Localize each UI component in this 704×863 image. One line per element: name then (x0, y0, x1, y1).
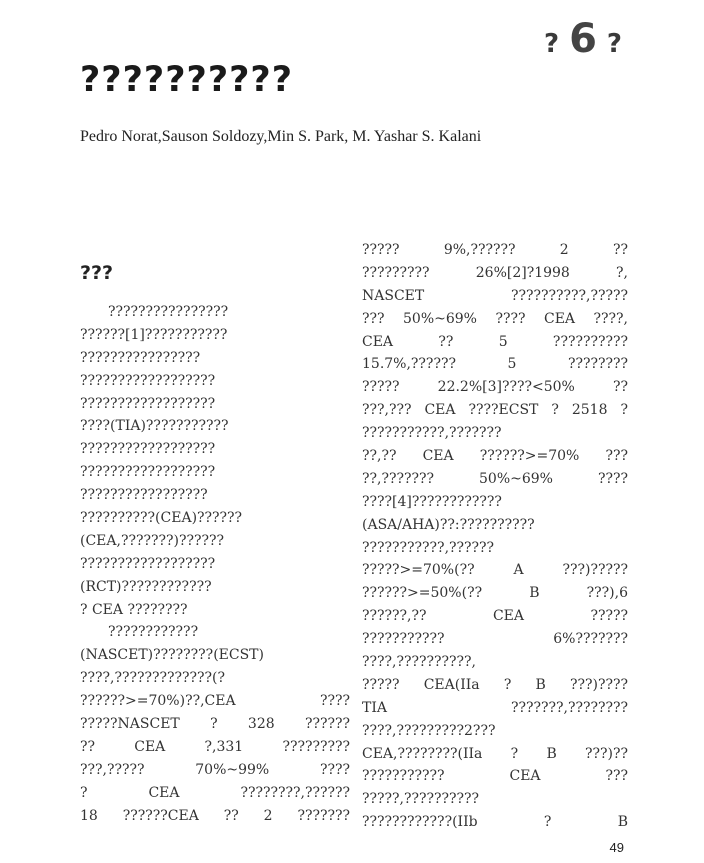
text-line: ????,?????????????(? (80, 670, 226, 687)
text-line: ????????? 26%[2]?1998 ?, (362, 264, 628, 281)
text-line: ???????????? (108, 624, 199, 641)
text-line: ???,????? 70%~99% ???? (80, 761, 350, 778)
text-line: ??????[1]??????????? (80, 326, 228, 343)
chapter-number: 6 (569, 16, 597, 62)
authors: Pedro Norat,Sauson Soldozy,Min S. Park, M. Yashar S. Kalani (80, 128, 482, 145)
text-line: ??,?? CEA ??????>=70% ??? (362, 448, 628, 465)
chapter-suffix: ? (606, 29, 622, 59)
page-number: 49 (609, 840, 624, 855)
text-line: (NASCET)????????(ECST) (80, 647, 264, 664)
text-line: ??? 50%~69% ???? CEA ????, (362, 310, 628, 327)
right-column (362, 239, 628, 834)
text-line: ??????????(CEA)?????? (80, 510, 243, 527)
text-line: ???????????????? (80, 349, 201, 366)
text-line: CEA,????????(IIa ? B ???)?? (362, 745, 628, 762)
text-line: ????,??????????, (362, 654, 476, 671)
text-line: TIA ???????,???????? (362, 699, 628, 716)
text-line: ?????????????????? (80, 395, 216, 412)
text-line: ????? 9%,?????? 2 ?? (362, 242, 628, 258)
text-line: NASCET ??????????,????? (362, 287, 628, 304)
text-line: ??????????? CEA ??? (362, 768, 628, 785)
text-line: ????????????????? (80, 487, 208, 504)
text-line: 15.7%,?????? 5 ???????? (362, 356, 628, 373)
text-line: ????????????(IIb ? B (362, 814, 628, 831)
chapter-prefix: ? (543, 29, 560, 59)
text-line: CEA ?? 5 ?????????? (362, 333, 628, 350)
text-line: ???????????,?????? (362, 539, 495, 556)
text-line: 18 ??????CEA ?? 2 ??????? (80, 807, 350, 824)
text-line: ?????????????????? (80, 441, 216, 458)
text-line: ?? CEA ?,331 ????????? (80, 738, 350, 755)
text-line: (RCT)???????????? (80, 578, 212, 595)
text-line: ??????>=50%(?? B ???),6 (362, 585, 628, 602)
chapter-label (544, 16, 622, 62)
text-line: (ASA/AHA)??:?????????? (362, 516, 535, 533)
text-line: (CEA,???????)?????? (80, 532, 224, 549)
text-line: ?????????????????? (80, 555, 216, 572)
section-heading: ??? (80, 262, 114, 284)
text-line: ???????????????? (108, 304, 229, 320)
text-line: ?????NASCET ? 328 ?????? (80, 716, 350, 733)
text-line: ?????????????????? (80, 464, 216, 481)
text-line: ????? 22.2%[3]????<50% ?? (362, 379, 628, 396)
text-line: ??????,?? CEA ????? (362, 608, 628, 625)
text-line: ????,?????????2??? (362, 722, 496, 739)
text-line: ??????????? 6%??????? (362, 631, 628, 648)
text-line: ??????>=70%)??,CEA ???? (80, 693, 350, 710)
text-line: ?????,?????????? (362, 791, 480, 808)
text-line: ?????>=70%(?? A ???)????? (362, 562, 628, 579)
text-line: ????[4]???????????? (362, 493, 502, 510)
left-column (80, 301, 350, 827)
text-line: ????(TIA)??????????? (80, 418, 229, 435)
text-line: ???,??? CEA ????ECST ? 2518 ? (362, 402, 628, 419)
text-line: ??,??????? 50%~69% ???? (362, 470, 628, 487)
text-line: ?????????????????? (80, 372, 216, 389)
text-line: ???????????,??????? (362, 425, 502, 442)
chapter-title: ?????????? (80, 60, 294, 100)
text-line: ????? CEA(IIa ? B ???)???? (362, 676, 628, 693)
text-line: ? CEA ???????? (80, 601, 188, 618)
text-line: ? CEA ????????,?????? (80, 784, 350, 801)
